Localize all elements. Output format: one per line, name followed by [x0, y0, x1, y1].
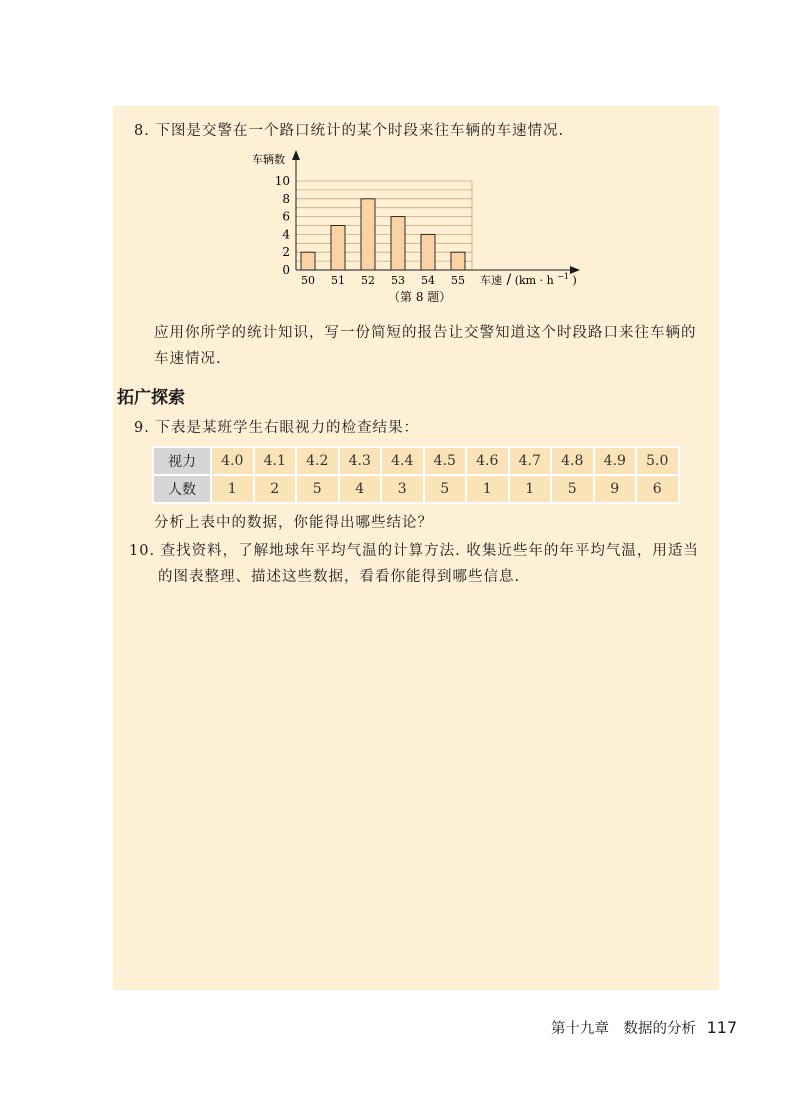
vision-cell: 4.2 — [296, 447, 339, 475]
q8-line — [134, 120, 564, 142]
vision-table — [152, 446, 680, 504]
count-row-label: 人数 — [153, 475, 211, 503]
y-tick-label: 8 — [282, 191, 290, 206]
q9-number: 9. — [134, 420, 150, 436]
vision-cell: 4.6 — [466, 447, 509, 475]
x-axis-label: 车速 / (km · h $^{-1}$ ) — [480, 272, 577, 288]
count-cell: 2 — [254, 475, 297, 503]
vision-cell: 4.5 — [424, 447, 467, 475]
count-cell: 3 — [381, 475, 424, 503]
y-tick-label: 4 — [282, 227, 290, 242]
page-number: 117 — [706, 1018, 738, 1037]
x-tick-label: 50 — [301, 274, 315, 287]
vision-cell: 5.0 — [636, 447, 679, 475]
x-tick-label: 55 — [451, 274, 465, 287]
x-tick-label: 53 — [391, 274, 405, 287]
q8-follow-line1: 应用你所学的统计知识，写一份简短的报告让交警知道这个时段路口来往车辆的 — [154, 325, 697, 341]
q10-line1 — [129, 540, 699, 562]
q10-number: 10. — [129, 543, 156, 559]
count-cell: 6 — [636, 475, 679, 503]
x-tick-label: 51 — [331, 274, 345, 287]
q9-text: 下表是某班学生右眼视力的检查结果： — [155, 420, 419, 436]
q8-number: 8. — [134, 123, 150, 139]
count-cell: 5 — [424, 475, 467, 503]
count-cell: 5 — [551, 475, 594, 503]
count-cell: 1 — [211, 475, 254, 503]
x-axis-label-close: ) — [572, 274, 577, 287]
section-title: 拓广探索 — [117, 388, 185, 408]
chapter-title: 第十九章 数据的分析 — [551, 1021, 696, 1037]
count-cell: 1 — [509, 475, 552, 503]
y-tick-label: 0 — [282, 263, 290, 277]
q10-line2: 的图表整理、描述这些数据，看看你能得到哪些信息. — [158, 569, 521, 585]
count-cell: 4 — [339, 475, 382, 503]
x-axis-label-prefix: 车速 — [480, 274, 502, 287]
q9-follow: 分析上表中的数据，你能得出哪些结论？ — [154, 515, 433, 531]
count-row — [153, 475, 679, 503]
vision-cell: 4.4 — [381, 447, 424, 475]
y-tick-label: 10 — [274, 174, 290, 188]
y-axis-label: 车辆数 — [252, 153, 285, 166]
q10-text-line1: 查找资料，了解地球年平均气温的计算方法. 收集近些年的年平均气温，用适当 — [160, 543, 699, 559]
count-cell: 9 — [594, 475, 637, 503]
y-tick-label: 6 — [282, 209, 290, 224]
x-tick-label: 52 — [361, 274, 375, 287]
y-tick-label: 2 — [282, 245, 290, 260]
vision-cell: 4.8 — [551, 447, 594, 475]
vision-cell: 4.1 — [254, 447, 297, 475]
x-axis-label-exp: −1 — [557, 272, 569, 281]
q8-text: 下图是交警在一个路口统计的某个时段来往车辆的车速情况. — [155, 123, 565, 139]
vision-cell: 4.0 — [211, 447, 254, 475]
x-axis-label-unit: (km · h — [514, 274, 554, 287]
vision-cell: 4.9 — [594, 447, 637, 475]
vision-cell: 4.3 — [339, 447, 382, 475]
q8-follow-line2: 车速情况. — [154, 351, 222, 367]
vision-row — [153, 447, 679, 475]
q9-line — [134, 417, 419, 439]
count-cell: 5 — [296, 475, 339, 503]
vision-cell: 4.7 — [509, 447, 552, 475]
chart-caption: （第 8 题） — [388, 290, 452, 304]
vision-row-label: 视力 — [153, 447, 211, 475]
page-footer — [551, 1017, 737, 1038]
x-tick-label: 54 — [421, 274, 435, 287]
count-cell: 1 — [466, 475, 509, 503]
